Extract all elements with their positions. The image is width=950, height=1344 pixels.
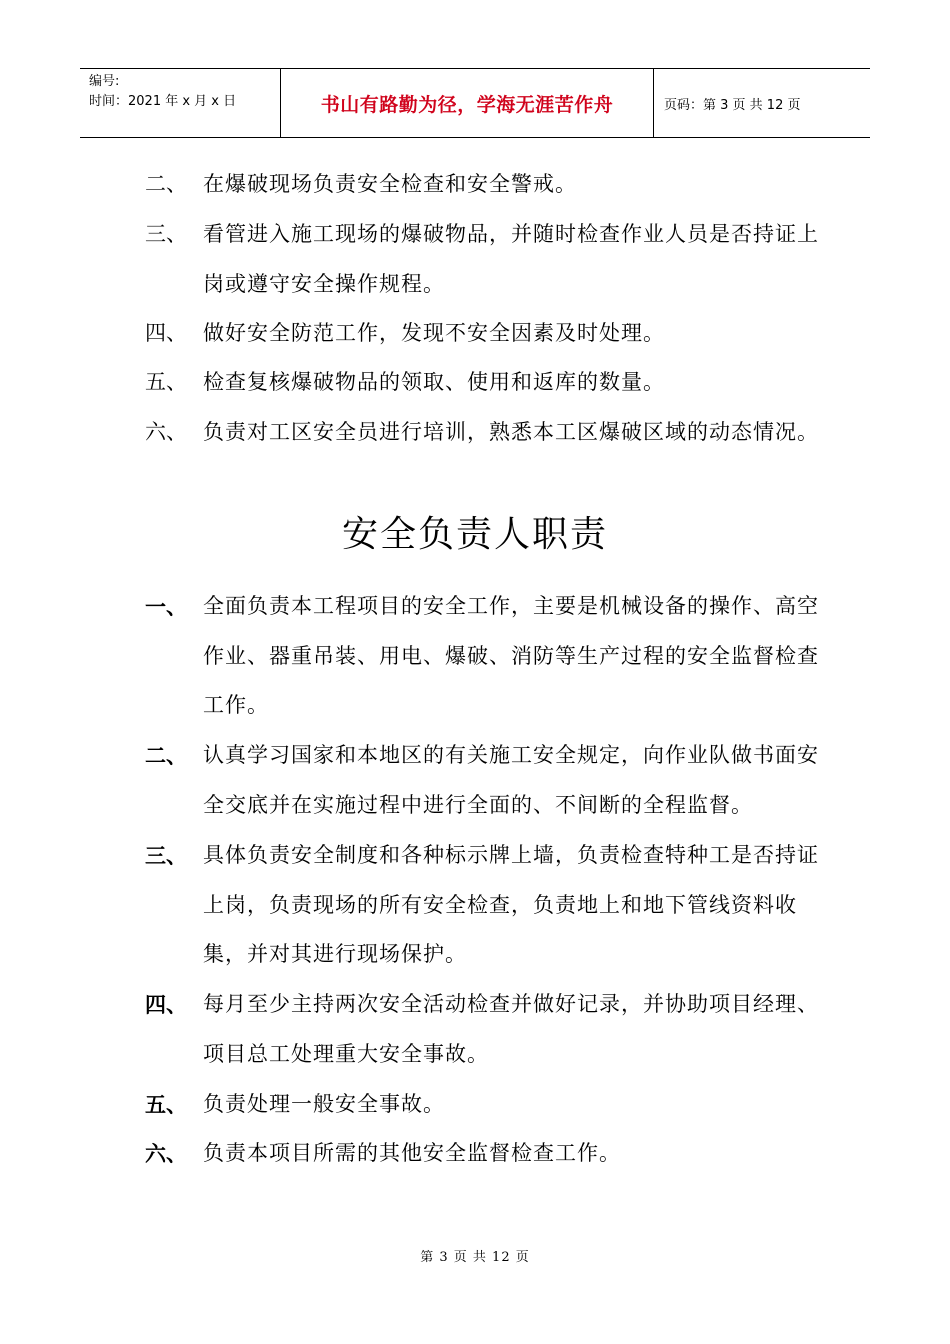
list-item-number: 四、 — [145, 992, 187, 1017]
list-item-text: 在爆破现场负责安全检查和安全警戒。 — [203, 172, 577, 196]
list-item-number: 一、 — [145, 594, 187, 619]
list-item-text: 全面负责本工程项目的安全工作，主要是机械设备的操作、高空作业、器重吊装、用电、爆破、消防等生产过程的安全监督检查工作。 — [203, 594, 819, 717]
time-label: 时间：2021 年 x 月 x 日 — [89, 94, 237, 109]
list-item-text: 认真学习国家和本地区的有关施工安全规定，向作业队做书面安全交底并在实施过程中进行全面的、不间断的全程监督。 — [203, 743, 819, 817]
list-item-text: 看管进入施工现场的爆破物品，并随时检查作业人员是否持证上岗或遵守安全操作规程。 — [203, 222, 819, 296]
number-label: 编号: — [89, 74, 120, 89]
list-item-text: 做好安全防范工作，发现不安全因素及时处理。 — [203, 321, 665, 345]
header-meta — [80, 69, 281, 137]
list-item — [145, 408, 835, 458]
list-item — [145, 980, 835, 1079]
list-item-number: 六、 — [145, 420, 187, 444]
list-item — [145, 831, 835, 980]
list-item-text: 负责本项目所需的其他安全监督检查工作。 — [203, 1141, 621, 1165]
list-item — [145, 160, 835, 210]
list-item-number: 六、 — [145, 1141, 187, 1166]
list-item-number: 四、 — [145, 321, 187, 345]
list-item-text: 具体负责安全制度和各种标示牌上墙，负责检查特种工是否持证上岗，负责现场的所有安全检查，负责地上和地下管线资料收集，并对其进行现场保护。 — [203, 843, 819, 966]
list-item-text: 负责处理一般安全事故。 — [203, 1092, 445, 1116]
list-item — [145, 1129, 835, 1179]
list-item-text: 负责对工区安全员进行培训，熟悉本工区爆破区域的动态情况。 — [203, 420, 819, 444]
header-page-label: 页码：第 3 页 共 12 页 — [664, 97, 801, 113]
section-title: 安全负责人职责 — [341, 514, 608, 555]
header-motto: 书山有路勤为径，学海无涯苦作舟 — [281, 69, 654, 137]
list-item-number: 二、 — [145, 743, 187, 768]
list-item-number: 五、 — [145, 370, 187, 394]
list-item-text: 检查复核爆破物品的领取、使用和返库的数量。 — [203, 370, 665, 394]
page-header — [80, 68, 870, 138]
list-item — [145, 358, 835, 408]
list-item-number: 二、 — [145, 172, 187, 196]
list-item-number: 三、 — [145, 222, 187, 246]
page-footer: 第 3 页 共 12 页 — [420, 1250, 530, 1265]
list-item — [145, 210, 835, 309]
list-item — [145, 1080, 835, 1130]
list-item-number: 五、 — [145, 1092, 187, 1117]
list-item — [145, 582, 835, 731]
list-item-number: 三、 — [145, 843, 187, 868]
list-item — [145, 309, 835, 359]
list-item — [145, 731, 835, 830]
list-item-text: 每月至少主持两次安全活动检查并做好记录，并协助项目经理、项目总工处理重大安全事故。 — [203, 992, 819, 1066]
